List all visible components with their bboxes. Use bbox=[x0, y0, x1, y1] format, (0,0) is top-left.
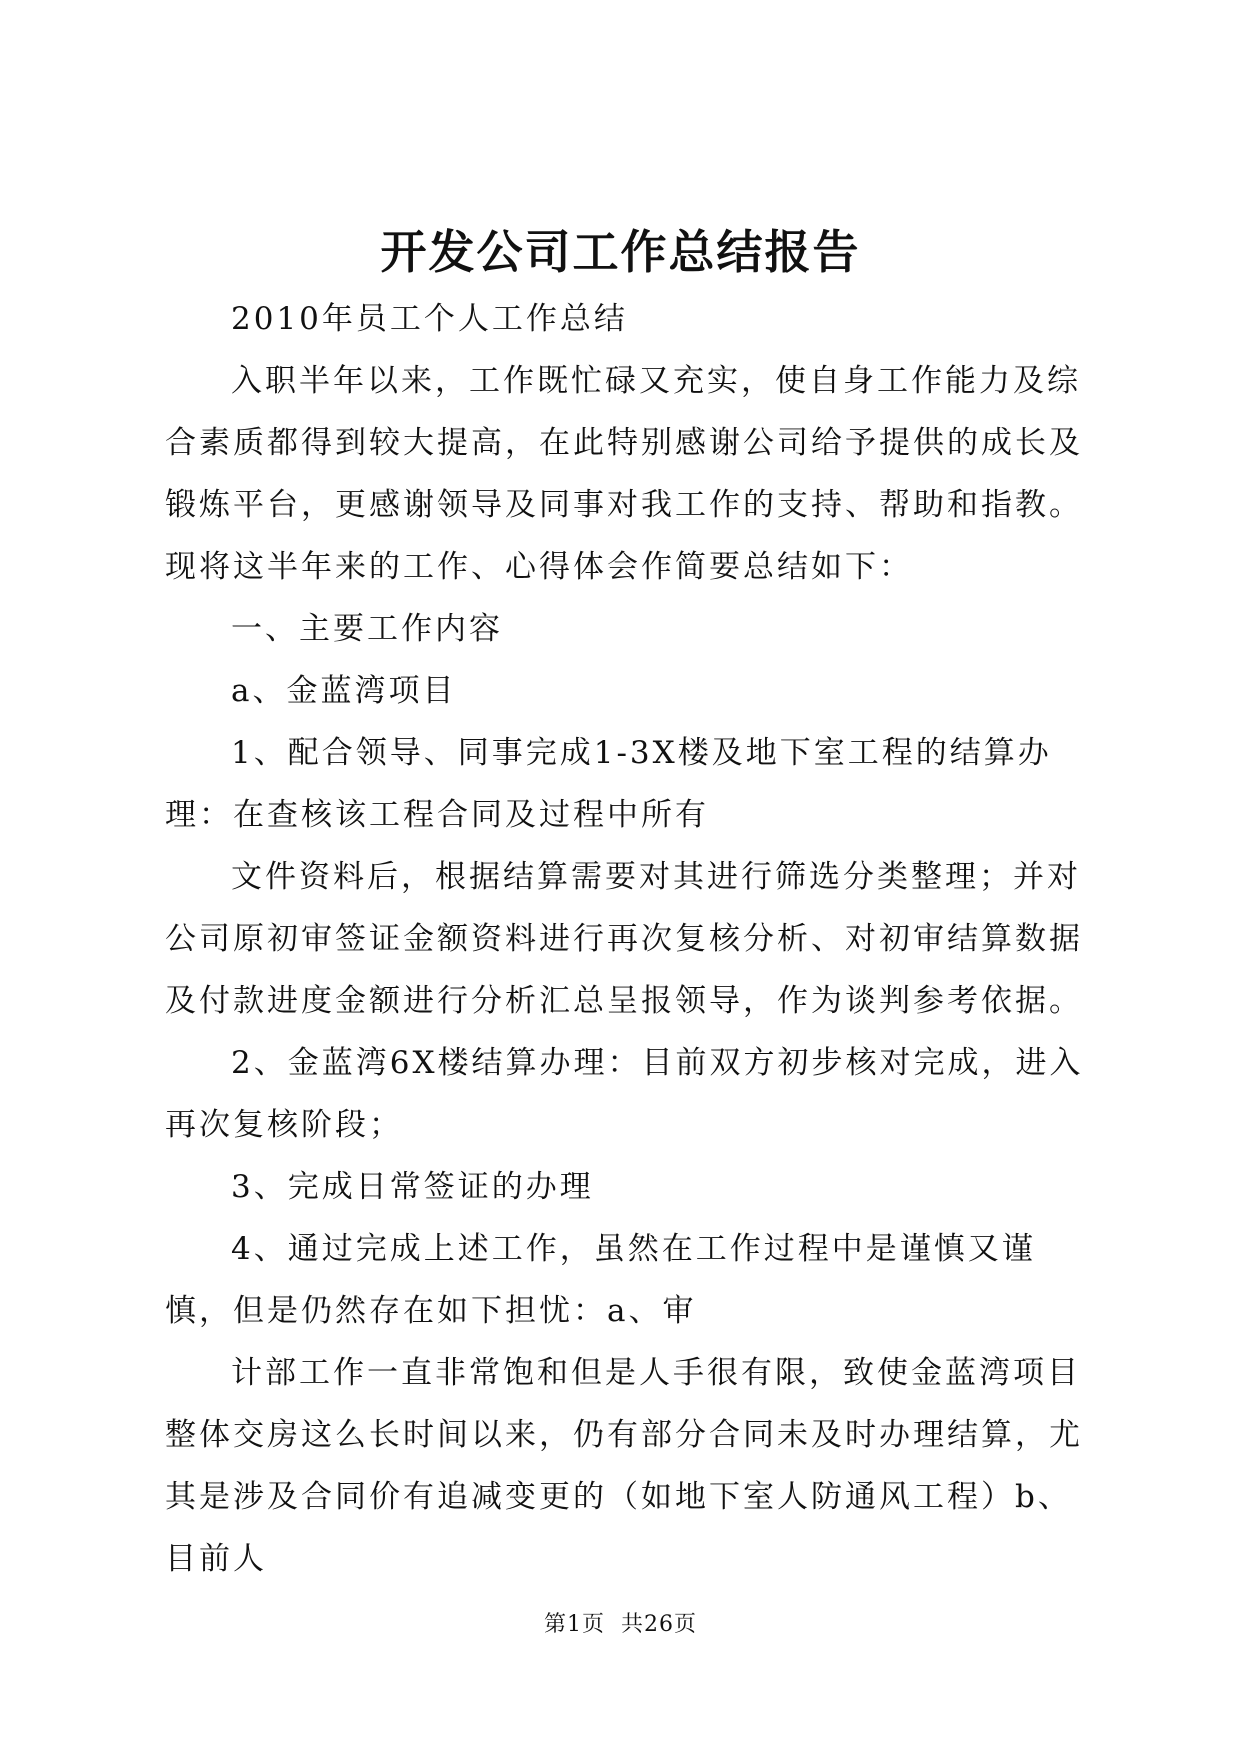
document-body bbox=[165, 288, 1085, 1590]
paragraph: 2010年员工个人工作总结 bbox=[231, 301, 628, 337]
page-number: 第1页 bbox=[544, 1612, 605, 1637]
subsection-heading: a、金蓝湾项目 bbox=[231, 673, 457, 709]
paragraph: 1、配合领导、同事完成1-3X楼及地下室工程的结算办理：在查核该工程合同及过程中所有 bbox=[165, 735, 1052, 833]
paragraph: 2、金蓝湾6X楼结算办理：目前双方初步核对完成，进入再次复核阶段； bbox=[165, 1045, 1084, 1143]
paragraph: 计部工作一直非常饱和但是人手很有限，致使金蓝湾项目整体交房这么长时间以来，仍有部分合同未及时办理结算，尤其是涉及合同价有追减变更的（如地下室人防通风工程）b、目前人 bbox=[165, 1355, 1083, 1577]
page-footer bbox=[0, 1610, 1241, 1640]
document-title: 开发公司工作总结报告 bbox=[380, 225, 861, 279]
paragraph: 4、通过完成上述工作，虽然在工作过程中是谨慎又谨慎，但是仍然存在如下担忧：a、审 bbox=[165, 1231, 1036, 1329]
paragraph: 文件资料后，根据结算需要对其进行筛选分类整理；并对公司原初审签证金额资料进行再次复核分析、对初审结算数据及付款进度金额进行分析汇总呈报领导，作为谈判参考依据。 bbox=[165, 859, 1083, 1019]
paragraph: 3、完成日常签证的办理 bbox=[231, 1169, 594, 1205]
section-heading: 一、主要工作内容 bbox=[231, 611, 503, 647]
paragraph: 入职半年以来，工作既忙碌又充实，使自身工作能力及综合素质都得到较大提高，在此特别感谢公司给予提供的成长及锻炼平台，更感谢领导及同事对我工作的支持、帮助和指教。现将这半年来的工作、心得体会作简要总结如下： bbox=[165, 363, 1083, 585]
page-total: 共26页 bbox=[621, 1612, 697, 1637]
